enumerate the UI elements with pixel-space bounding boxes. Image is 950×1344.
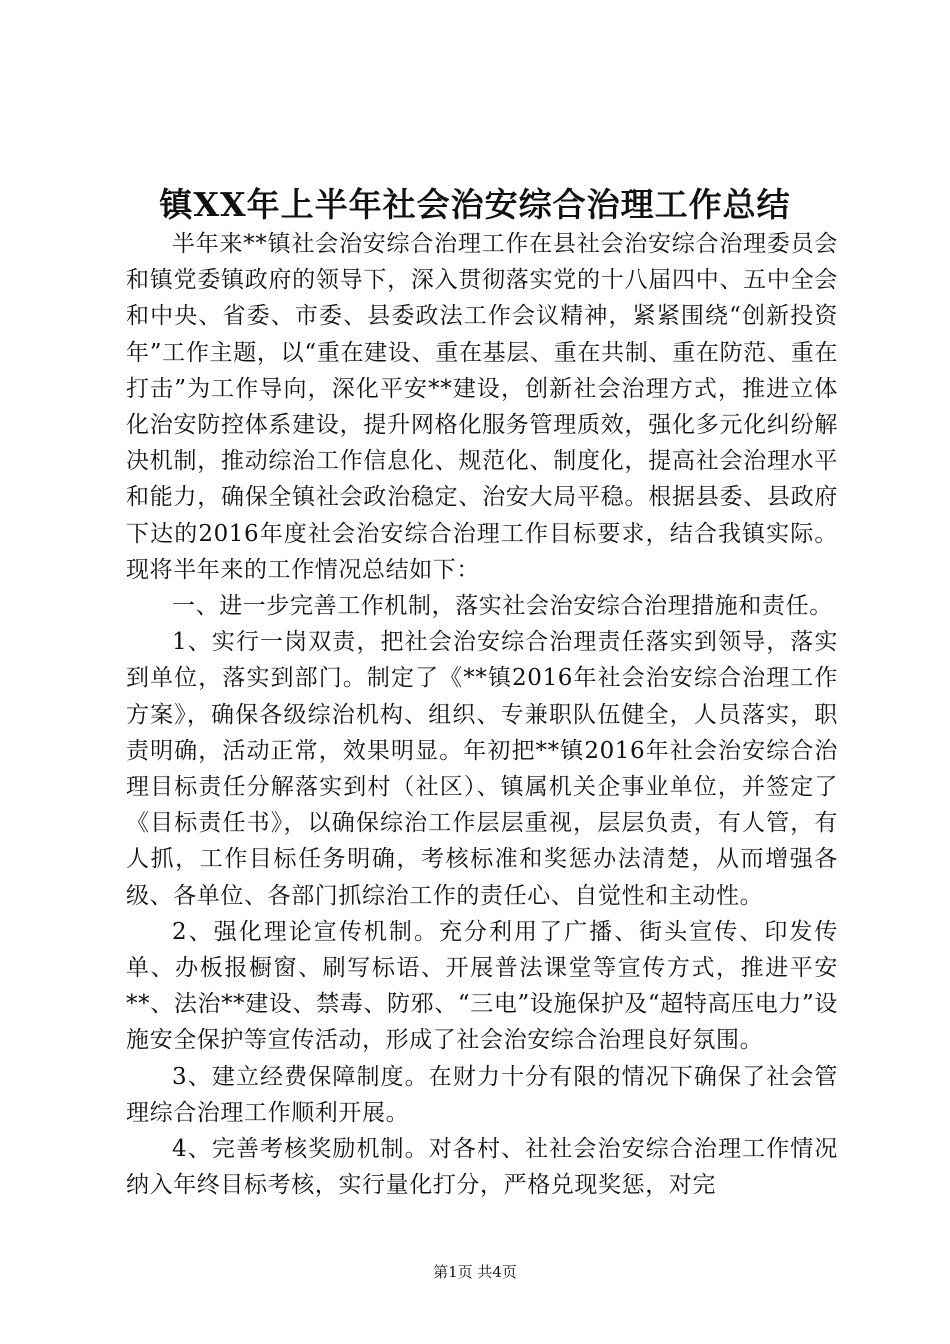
page-number-footer: 第1页 共4页 <box>433 1263 517 1281</box>
document-title: 镇XX年上半年社会治安综合治理工作总结 <box>159 185 791 224</box>
paragraph-item-4: 4、完善考核奖励机制。对各村、社社会治安综合治理工作情况纳入年终目标考核，实行量化打分，严格兑现奖惩，对完 <box>126 1136 838 1199</box>
paragraph-section-heading: 一、进一步完善工作机制，落实社会治安综合治理措施和责任。 <box>172 593 833 620</box>
paragraph-item-3: 3、建立经费保障制度。在财力十分有限的情况下确保了社会管理综合治理工作顺利开展。 <box>126 1063 838 1126</box>
paragraph-item-2: 2、强化理论宣传机制。充分利用了广播、街头宣传、印发传单、办板报橱窗、刷写标语、开展普法课堂等宣传方式，推进平安**、法治**建设、禁毒、防邪、“三电”设施保护及“超特高压电力”设施安全保护等宣传活动，形成了社会治安综合治理良好氛围。 <box>126 918 838 1054</box>
paragraph-intro: 半年来**镇社会治安综合治理工作在县社会治安综合治理委员会和镇党委镇政府的领导下，深入贯彻落实党的十八届四中、五中全会和中央、省委、市委、县委政法工作会议精神，紧紧围绕“创新投资年”工作主题，以“重在建设、重在基层、重在共制、重在防范、重在打击”为工作导向，深化平安**建设，创新社会治理方式，推进立体化治安防控体系建设，提升网格化服务管理质效，强化多元化纠纷解决机制，推动综治工作信息化、规范化、制度化，提高社会治理水平和能力，确保全镇社会政治稳定、治安大局平稳。根据县委、县政府下达的2016年度社会治安综合治理工作目标要求，结合我镇实际。现将半年来的工作情况总结如下： <box>126 231 838 583</box>
document-body <box>126 226 838 1203</box>
paragraph-item-1: 1、实行一岗双责，把社会治安综合治理责任落实到领导，落实到单位，落实到部门。制定了《**镇2016年社会治安综合治理工作方案》，确保各级综治机构、组织、专兼职队伍健全，人员落实，职责明确，活动正常，效果明显。年初把**镇2016年社会治安综合治理目标责任分解落实到村（社区）、镇属机关企事业单位，并签定了《目标责任书》，以确保综治工作层层重视，层层负责，有人管，有人抓，工作目标任务明确，考核标准和奖惩办法清楚，从而增强各级、各单位、各部门抓综治工作的责任心、自觉性和主动性。 <box>126 629 838 909</box>
